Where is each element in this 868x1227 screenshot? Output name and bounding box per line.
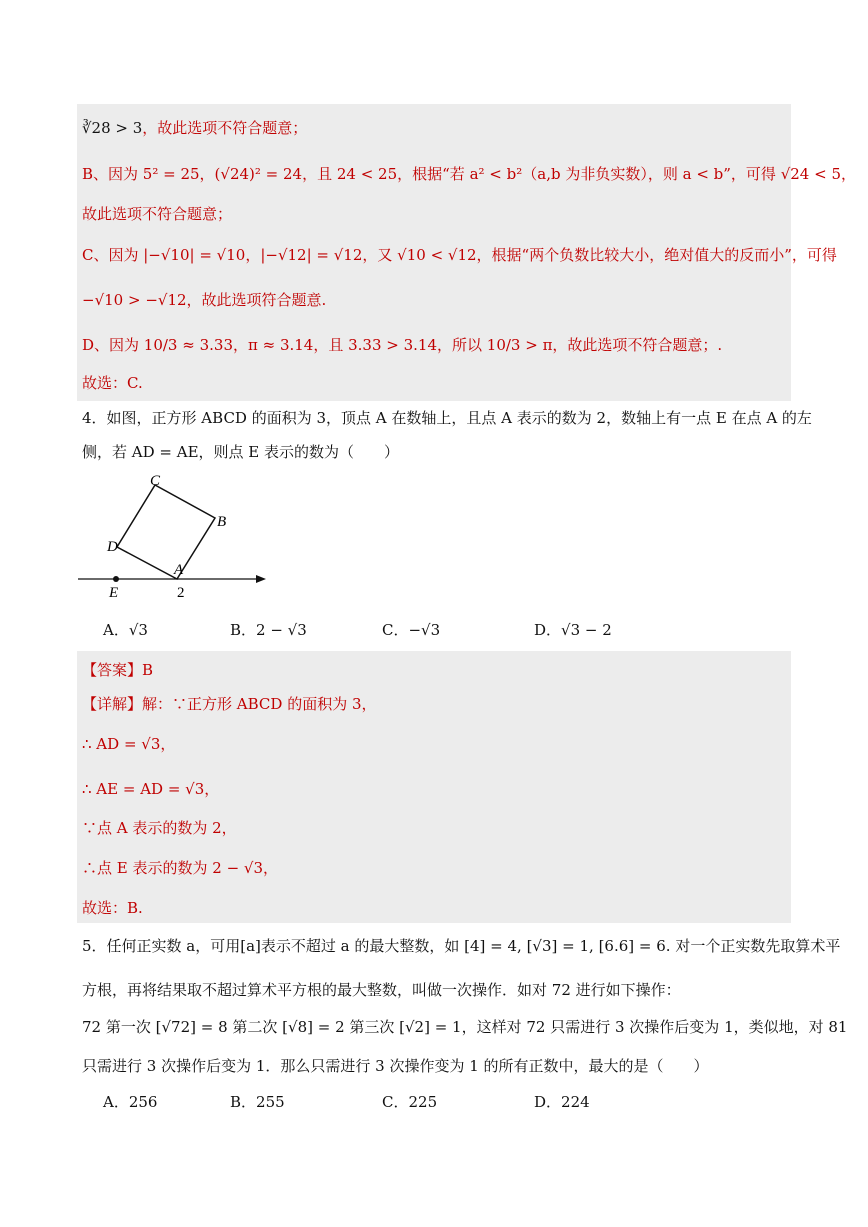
question5-stem-line1: 5．任何正实数 a，可用[a]表示不超过 a 的最大整数，如 [4] = 4, [√3] = 1, [6.6] = 6. 对一个正实数先取算术平	[82, 937, 841, 955]
solution4-step-4: ∴点 E 表示的数为 2 − √3，	[82, 859, 279, 877]
label-d: D	[107, 539, 118, 555]
question5-option-b[interactable]: B．255	[230, 1093, 285, 1111]
solution4-step-3: ∵点 A 表示的数为 2，	[82, 819, 237, 837]
question5-option-a[interactable]: A．256	[103, 1093, 158, 1111]
label-2: 2	[177, 585, 185, 601]
question4-stem-line1: 4．如图，正方形 ABCD 的面积为 3，顶点 A 在数轴上，且点 A 表示的数为 2，数轴上有一点 E 在点 A 的左	[82, 409, 812, 427]
detail-text: 解：∵正方形 ABCD 的面积为 3，	[142, 695, 377, 713]
solution4-answer-line	[82, 659, 153, 681]
prev-solution-option-b-cont: 故此选项不符合题意；	[82, 205, 233, 223]
question4-stem-line2: 侧，若 AD = AE，则点 E 表示的数为（ ）	[82, 443, 400, 461]
question4-option-b[interactable]: B．2 − √3	[230, 621, 307, 639]
prev-solution-option-b: B、因为 5² = 25，(√24)² = 24，且 24 < 25，根据“若 a² < b²（a,b 为非负实数），则 a < b”，可得 √24 < 5，	[82, 165, 856, 183]
prev-solution-line-a-text: ，故此选项不符合题意；	[142, 119, 308, 137]
detail-tag: 【详解】	[82, 695, 143, 713]
solution4-step-2: ∴ AE = AD = √3，	[82, 780, 220, 798]
square-abcd	[117, 485, 215, 579]
question5-option-c[interactable]: C．225	[382, 1093, 438, 1111]
point-e	[113, 576, 119, 582]
label-a: A	[174, 562, 184, 578]
prev-solution-option-d: D、因为 10/3 ≈ 3.33，π ≈ 3.14，且 3.33 > 3.14，所以 10/3 > π，故此选项不符合题意；.	[82, 336, 723, 354]
question5-stem-line2: 方根，再将结果取不超过算术平方根的最大整数，叫做一次操作．如对 72 进行如下操作：	[82, 981, 681, 999]
question4-option-d[interactable]: D．√3 − 2	[534, 621, 612, 639]
question4-option-a[interactable]: A．√3	[103, 621, 148, 639]
solution4-detail-line	[82, 693, 377, 715]
label-c: C	[150, 473, 161, 489]
question5-stem-line4: 只需进行 3 次操作后变为 1．那么只需进行 3 次操作变为 1 的所有正数中，最大的是（ ）	[82, 1057, 709, 1075]
solution4-answer: 故选：B.	[82, 899, 143, 917]
question4-option-c[interactable]: C．−√3	[382, 621, 441, 639]
cube-root-inequality: ∛28 > 3	[82, 119, 143, 137]
question4-figure	[70, 470, 280, 605]
solution4-step-1: ∴ AD = √3，	[82, 735, 176, 753]
prev-solution-answer: 故选：C.	[82, 374, 143, 392]
prev-solution-option-c-cont: −√10 > −√12，故此选项符合题意.	[82, 291, 327, 309]
prev-solution-option-c: C、因为 |−√10| = √10，|−√12| = √12，又 √10 < √12，根据“两个负数比较大小，绝对值大的反而小”，可得	[82, 246, 837, 264]
number-line-arrow-icon	[256, 575, 266, 583]
label-e: E	[109, 585, 119, 601]
question5-option-d[interactable]: D．224	[534, 1093, 590, 1111]
prev-solution-line-a	[82, 117, 307, 139]
answer-value: B	[142, 661, 154, 679]
label-b: B	[217, 514, 227, 530]
answer-tag: 【答案】	[82, 661, 143, 679]
question5-stem-line3: 72 第一次 [√72] = 8 第二次 [√8] = 2 第三次 [√2] = 1，这样对 72 只需进行 3 次操作后变为 1，类似地，对 81	[82, 1018, 848, 1036]
